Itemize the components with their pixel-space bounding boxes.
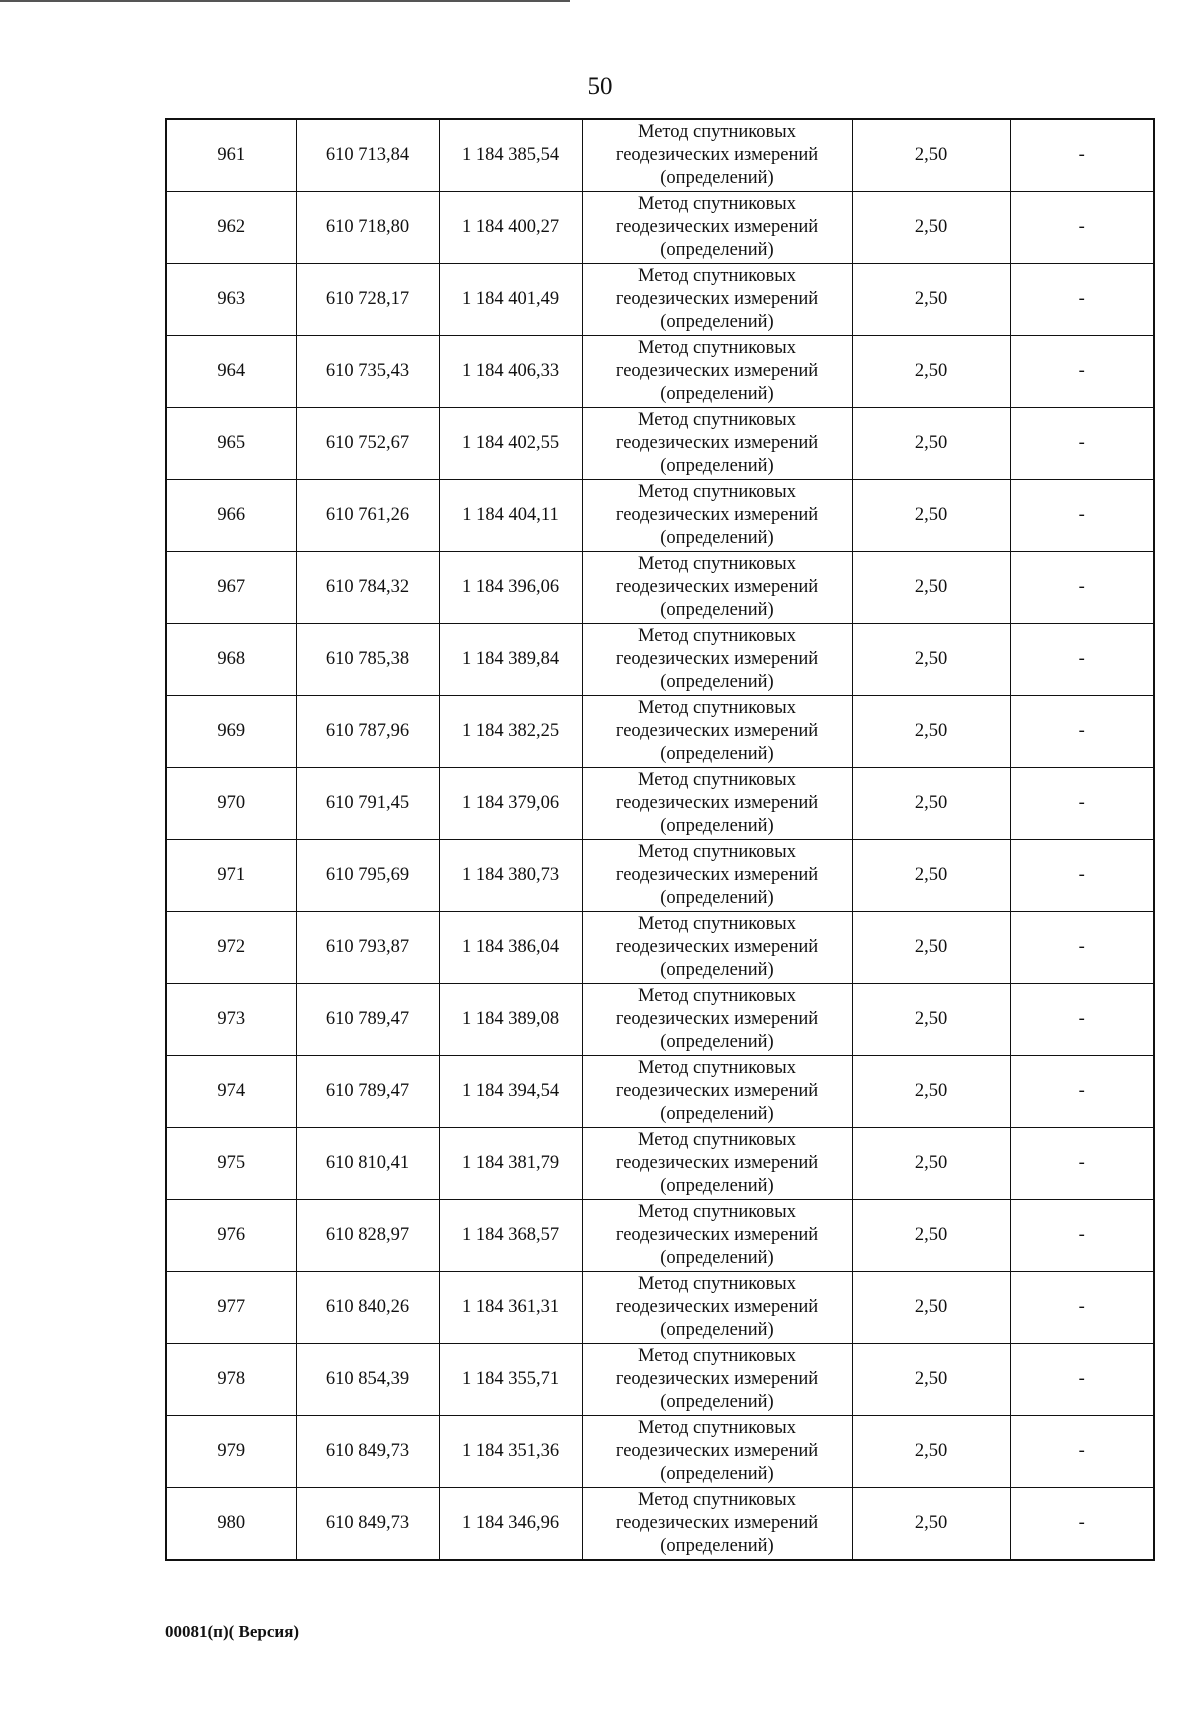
table-row [166, 1272, 1154, 1344]
coord-y: 1 184 381,79 [439, 1128, 582, 1200]
coord-x: 610 713,84 [296, 119, 439, 192]
table-row [166, 119, 1154, 192]
point-number: 963 [166, 264, 296, 336]
method-cell [582, 1344, 852, 1416]
point-number: 979 [166, 1416, 296, 1488]
method-line: (определений) [660, 960, 774, 980]
note: - [1010, 1272, 1154, 1344]
coord-x: 610 735,43 [296, 336, 439, 408]
accuracy: 2,50 [852, 552, 1010, 624]
table-row [166, 1344, 1154, 1416]
method-line: (определений) [660, 168, 774, 188]
coord-x: 610 849,73 [296, 1416, 439, 1488]
method-line: геодезических измерений [615, 721, 819, 741]
coord-y: 1 184 379,06 [439, 768, 582, 840]
note: - [1010, 119, 1154, 192]
coord-y: 1 184 404,11 [439, 480, 582, 552]
note: - [1010, 408, 1154, 480]
coord-x: 610 752,67 [296, 408, 439, 480]
method-line: Метод спутниковых [638, 626, 796, 646]
point-number: 969 [166, 696, 296, 768]
coord-x: 610 791,45 [296, 768, 439, 840]
coord-y: 1 184 386,04 [439, 912, 582, 984]
method-cell [582, 840, 852, 912]
note: - [1010, 768, 1154, 840]
method-line: геодезических измерений [615, 1297, 819, 1317]
accuracy: 2,50 [852, 696, 1010, 768]
table-row [166, 1416, 1154, 1488]
point-number: 974 [166, 1056, 296, 1128]
method-cell [582, 119, 852, 192]
coord-y: 1 184 402,55 [439, 408, 582, 480]
accuracy: 2,50 [852, 264, 1010, 336]
coord-y: 1 184 380,73 [439, 840, 582, 912]
method-line: геодезических измерений [615, 1153, 819, 1173]
accuracy: 2,50 [852, 768, 1010, 840]
method-line: геодезических измерений [615, 1225, 819, 1245]
method-cell [582, 480, 852, 552]
method-line: Метод спутниковых [638, 338, 796, 358]
point-number: 961 [166, 119, 296, 192]
accuracy: 2,50 [852, 984, 1010, 1056]
accuracy: 2,50 [852, 408, 1010, 480]
accuracy: 2,50 [852, 336, 1010, 408]
coord-y: 1 184 351,36 [439, 1416, 582, 1488]
method-cell [582, 1200, 852, 1272]
method-line: Метод спутниковых [638, 1274, 796, 1294]
point-number: 973 [166, 984, 296, 1056]
table-row [166, 912, 1154, 984]
method-line: геодезических измерений [615, 937, 819, 957]
note: - [1010, 840, 1154, 912]
table-row [166, 1056, 1154, 1128]
method-line: (определений) [660, 240, 774, 260]
method-line: (определений) [660, 528, 774, 548]
method-line: Метод спутниковых [638, 410, 796, 430]
note: - [1010, 1416, 1154, 1488]
method-line: геодезических измерений [615, 361, 819, 381]
page-number: 50 [587, 73, 613, 100]
coord-x: 610 793,87 [296, 912, 439, 984]
method-cell [582, 264, 852, 336]
coord-x: 610 840,26 [296, 1272, 439, 1344]
method-line: (определений) [660, 1032, 774, 1052]
method-line: (определений) [660, 1176, 774, 1196]
table-row [166, 552, 1154, 624]
method-cell [582, 984, 852, 1056]
coord-x: 610 795,69 [296, 840, 439, 912]
method-line: (определений) [660, 1104, 774, 1124]
point-number: 980 [166, 1488, 296, 1561]
coord-x: 610 785,38 [296, 624, 439, 696]
method-line: Метод спутниковых [638, 194, 796, 214]
note: - [1010, 696, 1154, 768]
method-line: (определений) [660, 312, 774, 332]
point-number: 965 [166, 408, 296, 480]
method-line: геодезических измерений [615, 577, 819, 597]
accuracy: 2,50 [852, 1344, 1010, 1416]
table-row [166, 336, 1154, 408]
coord-y: 1 184 361,31 [439, 1272, 582, 1344]
coord-x: 610 728,17 [296, 264, 439, 336]
method-line: Метод спутниковых [638, 122, 796, 142]
point-number: 967 [166, 552, 296, 624]
method-line: Метод спутниковых [638, 266, 796, 286]
method-cell [582, 696, 852, 768]
coord-x: 610 718,80 [296, 192, 439, 264]
point-number: 975 [166, 1128, 296, 1200]
method-line: Метод спутниковых [638, 554, 796, 574]
coord-x: 610 784,32 [296, 552, 439, 624]
point-number: 976 [166, 1200, 296, 1272]
method-line: геодезических измерений [615, 433, 819, 453]
coord-x: 610 789,47 [296, 984, 439, 1056]
method-line: (определений) [660, 744, 774, 764]
coord-y: 1 184 401,49 [439, 264, 582, 336]
accuracy: 2,50 [852, 1200, 1010, 1272]
accuracy: 2,50 [852, 840, 1010, 912]
method-line: геодезических измерений [615, 289, 819, 309]
point-number: 970 [166, 768, 296, 840]
note: - [1010, 192, 1154, 264]
accuracy: 2,50 [852, 1056, 1010, 1128]
method-cell [582, 1272, 852, 1344]
table-row [166, 696, 1154, 768]
method-line: Метод спутниковых [638, 482, 796, 502]
coord-x: 610 787,96 [296, 696, 439, 768]
method-line: (определений) [660, 384, 774, 404]
coord-y: 1 184 389,84 [439, 624, 582, 696]
accuracy: 2,50 [852, 119, 1010, 192]
method-line: (определений) [660, 1536, 774, 1556]
table-row [166, 408, 1154, 480]
method-line: геодезических измерений [615, 865, 819, 885]
table-row [166, 1200, 1154, 1272]
accuracy: 2,50 [852, 1488, 1010, 1561]
method-line: (определений) [660, 816, 774, 836]
method-line: геодезических измерений [615, 649, 819, 669]
note: - [1010, 1200, 1154, 1272]
method-line: геодезических измерений [615, 1513, 819, 1533]
note: - [1010, 984, 1154, 1056]
method-line: Метод спутниковых [638, 698, 796, 718]
method-cell [582, 408, 852, 480]
method-line: геодезических измерений [615, 1441, 819, 1461]
method-line: (определений) [660, 1248, 774, 1268]
coord-y: 1 184 400,27 [439, 192, 582, 264]
accuracy: 2,50 [852, 1128, 1010, 1200]
table-row [166, 768, 1154, 840]
method-line: геодезических измерений [615, 217, 819, 237]
point-number: 977 [166, 1272, 296, 1344]
table-row [166, 984, 1154, 1056]
note: - [1010, 624, 1154, 696]
table-row [166, 192, 1154, 264]
note: - [1010, 264, 1154, 336]
coord-x: 610 849,73 [296, 1488, 439, 1561]
method-line: Метод спутниковых [638, 1418, 796, 1438]
method-line: геодезических измерений [615, 1081, 819, 1101]
method-line: Метод спутниковых [638, 1202, 796, 1222]
note: - [1010, 912, 1154, 984]
note: - [1010, 552, 1154, 624]
point-number: 968 [166, 624, 296, 696]
coord-x: 610 761,26 [296, 480, 439, 552]
method-line: Метод спутниковых [638, 770, 796, 790]
method-line: (определений) [660, 1392, 774, 1412]
coord-y: 1 184 385,54 [439, 119, 582, 192]
coord-y: 1 184 355,71 [439, 1344, 582, 1416]
method-cell [582, 1128, 852, 1200]
method-cell [582, 1488, 852, 1561]
coordinates-table [165, 118, 1155, 1561]
method-cell [582, 1416, 852, 1488]
accuracy: 2,50 [852, 1416, 1010, 1488]
coord-x: 610 854,39 [296, 1344, 439, 1416]
table-row [166, 1488, 1154, 1561]
method-cell [582, 768, 852, 840]
note: - [1010, 1488, 1154, 1561]
point-number: 972 [166, 912, 296, 984]
point-number: 962 [166, 192, 296, 264]
point-number: 971 [166, 840, 296, 912]
coord-y: 1 184 346,96 [439, 1488, 582, 1561]
method-line: Метод спутниковых [638, 1490, 796, 1510]
note: - [1010, 1056, 1154, 1128]
note: - [1010, 1128, 1154, 1200]
coord-y: 1 184 394,54 [439, 1056, 582, 1128]
coord-y: 1 184 382,25 [439, 696, 582, 768]
method-cell [582, 336, 852, 408]
table-row [166, 480, 1154, 552]
coordinates-table-body [166, 119, 1154, 1560]
method-line: (определений) [660, 888, 774, 908]
method-line: геодезических измерений [615, 793, 819, 813]
method-line: (определений) [660, 672, 774, 692]
table-row [166, 1128, 1154, 1200]
coord-x: 610 789,47 [296, 1056, 439, 1128]
method-line: Метод спутниковых [638, 842, 796, 862]
method-line: Метод спутниковых [638, 1058, 796, 1078]
coord-y: 1 184 396,06 [439, 552, 582, 624]
accuracy: 2,50 [852, 192, 1010, 264]
method-line: (определений) [660, 1464, 774, 1484]
note: - [1010, 336, 1154, 408]
table-row [166, 264, 1154, 336]
accuracy: 2,50 [852, 624, 1010, 696]
coord-y: 1 184 389,08 [439, 984, 582, 1056]
accuracy: 2,50 [852, 1272, 1010, 1344]
note: - [1010, 1344, 1154, 1416]
method-cell [582, 912, 852, 984]
coord-x: 610 828,97 [296, 1200, 439, 1272]
method-line: геодезических измерений [615, 505, 819, 525]
footer-document-code: 00081(п)( Версия) [165, 1622, 300, 1641]
coord-y: 1 184 368,57 [439, 1200, 582, 1272]
method-line: (определений) [660, 600, 774, 620]
table-row [166, 624, 1154, 696]
top-scan-rule [0, 0, 570, 2]
method-line: (определений) [660, 1320, 774, 1340]
method-line: (определений) [660, 456, 774, 476]
method-cell [582, 624, 852, 696]
method-cell [582, 1056, 852, 1128]
method-line: Метод спутниковых [638, 1130, 796, 1150]
method-cell [582, 192, 852, 264]
method-cell [582, 552, 852, 624]
note: - [1010, 480, 1154, 552]
coord-x: 610 810,41 [296, 1128, 439, 1200]
method-line: геодезических измерений [615, 145, 819, 165]
point-number: 978 [166, 1344, 296, 1416]
method-line: геодезических измерений [615, 1369, 819, 1389]
accuracy: 2,50 [852, 480, 1010, 552]
accuracy: 2,50 [852, 912, 1010, 984]
method-line: геодезических измерений [615, 1009, 819, 1029]
method-line: Метод спутниковых [638, 986, 796, 1006]
point-number: 964 [166, 336, 296, 408]
point-number: 966 [166, 480, 296, 552]
coord-y: 1 184 406,33 [439, 336, 582, 408]
method-line: Метод спутниковых [638, 914, 796, 934]
method-line: Метод спутниковых [638, 1346, 796, 1366]
table-row [166, 840, 1154, 912]
